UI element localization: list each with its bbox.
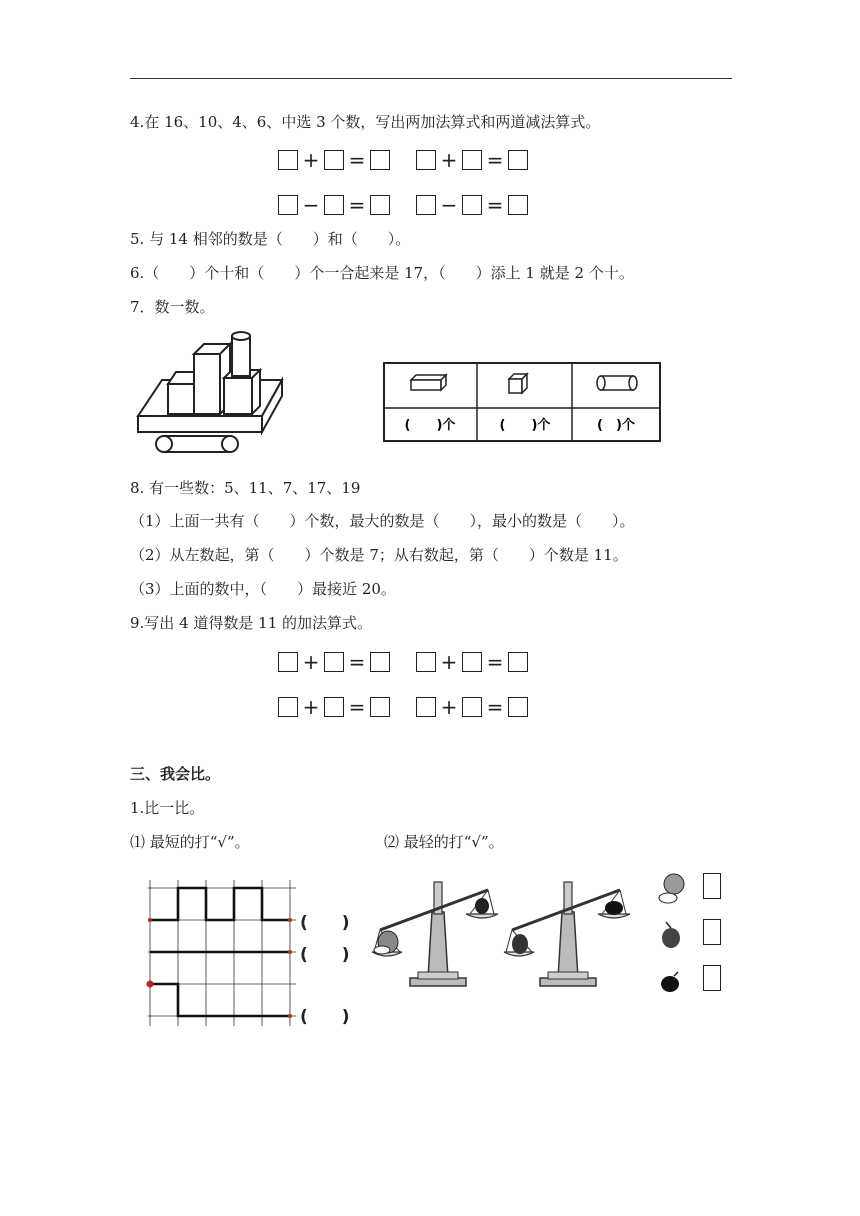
- subtraction-row: [278, 193, 528, 217]
- equals-sign: =: [348, 193, 366, 217]
- count-cell-cylinder[interactable]: ( )个: [597, 418, 635, 433]
- cabbage-icon: [659, 874, 684, 903]
- count-table: [383, 362, 661, 442]
- answer-box[interactable]: [462, 652, 482, 672]
- header-rule: [130, 78, 732, 79]
- answer-paren-3[interactable]: ( ): [300, 1007, 350, 1027]
- balance-scale-icon: [504, 882, 630, 986]
- count-cell-cube[interactable]: ( )个: [499, 418, 551, 433]
- answer-box[interactable]: [416, 652, 436, 672]
- answer-box[interactable]: [416, 697, 436, 717]
- answer-box[interactable]: [370, 652, 390, 672]
- minus-sign: −: [302, 193, 320, 217]
- check-box-radish[interactable]: [703, 919, 721, 945]
- check-box-cabbage[interactable]: [703, 873, 721, 899]
- radish-icon: [662, 922, 680, 948]
- answer-box[interactable]: [324, 195, 344, 215]
- section-3-part-1: ⑴ 最短的打“√”。: [130, 833, 250, 851]
- question-8: 8. 有一些数：5、11、7、17、19: [130, 479, 361, 497]
- plus-sign: +: [440, 650, 458, 674]
- addition-row-2: [278, 650, 528, 674]
- equals-sign: =: [486, 650, 504, 674]
- equals-sign: =: [486, 148, 504, 172]
- question-9: 9.写出 4 道得数是 11 的加法算式。: [130, 614, 373, 632]
- plus-sign: +: [302, 650, 320, 674]
- equals-sign: =: [348, 650, 366, 674]
- answer-box[interactable]: [508, 652, 528, 672]
- equals-sign: =: [486, 695, 504, 719]
- answer-box[interactable]: [508, 195, 528, 215]
- addition-row-3: [278, 695, 528, 719]
- eggplant-icon: [661, 972, 679, 992]
- answer-box[interactable]: [324, 150, 344, 170]
- answer-box[interactable]: [370, 697, 390, 717]
- section-3-question-1: 1.比一比。: [130, 799, 205, 817]
- answer-box[interactable]: [324, 652, 344, 672]
- count-cell-cuboid[interactable]: ( )个: [404, 418, 456, 433]
- answer-box[interactable]: [278, 195, 298, 215]
- answer-box[interactable]: [508, 697, 528, 717]
- path-grid-figure: [140, 870, 300, 1030]
- balance-scales-figure: [370, 872, 646, 996]
- answer-box[interactable]: [278, 150, 298, 170]
- check-box-eggplant[interactable]: [703, 965, 721, 991]
- plus-sign: +: [302, 148, 320, 172]
- answer-box[interactable]: [370, 195, 390, 215]
- balance-scale-icon: [372, 882, 498, 986]
- answer-box[interactable]: [462, 150, 482, 170]
- answer-box[interactable]: [462, 195, 482, 215]
- answer-paren-2[interactable]: ( ): [300, 945, 350, 965]
- equals-sign: =: [348, 695, 366, 719]
- answer-box[interactable]: [462, 697, 482, 717]
- answer-box[interactable]: [370, 150, 390, 170]
- plus-sign: +: [302, 695, 320, 719]
- minus-sign: −: [440, 193, 458, 217]
- equals-sign: =: [348, 148, 366, 172]
- section-3-part-2: ⑵ 最轻的打“√”。: [384, 833, 504, 851]
- plus-sign: +: [440, 148, 458, 172]
- plus-sign: +: [440, 695, 458, 719]
- answer-box[interactable]: [416, 150, 436, 170]
- answer-box[interactable]: [508, 150, 528, 170]
- answer-box[interactable]: [278, 652, 298, 672]
- question-6: 6.（ ）个十和（ ）个一合起来是 17，（ ）添上 1 就是 2 个十。: [130, 264, 634, 282]
- answer-paren-1[interactable]: ( ): [300, 913, 350, 933]
- question-7: 7．数一数。: [130, 298, 215, 316]
- question-8-part-2: （2）从左数起，第（ ）个数是 7；从右数起，第（ ）个数是 11。: [130, 546, 628, 564]
- block-truck-figure: [134, 328, 290, 454]
- answer-box[interactable]: [416, 195, 436, 215]
- question-8-part-3: （3）上面的数中，（ ）最接近 20。: [130, 580, 396, 598]
- question-8-part-1: （1）上面一共有（ ）个数，最大的数是（ ），最小的数是（ ）。: [130, 512, 635, 530]
- equals-sign: =: [486, 193, 504, 217]
- addition-row-1: [278, 148, 528, 172]
- question-4: 4.在 16、10、4、6、中选 3 个数，写出两加法算式和两道减法算式。: [130, 113, 601, 131]
- answer-box[interactable]: [278, 697, 298, 717]
- section-3-title: 三、我会比。: [130, 765, 221, 783]
- answer-box[interactable]: [324, 697, 344, 717]
- vegetable-options: [656, 872, 688, 1000]
- question-5: 5. 与 14 相邻的数是（ ）和（ ）。: [130, 230, 411, 248]
